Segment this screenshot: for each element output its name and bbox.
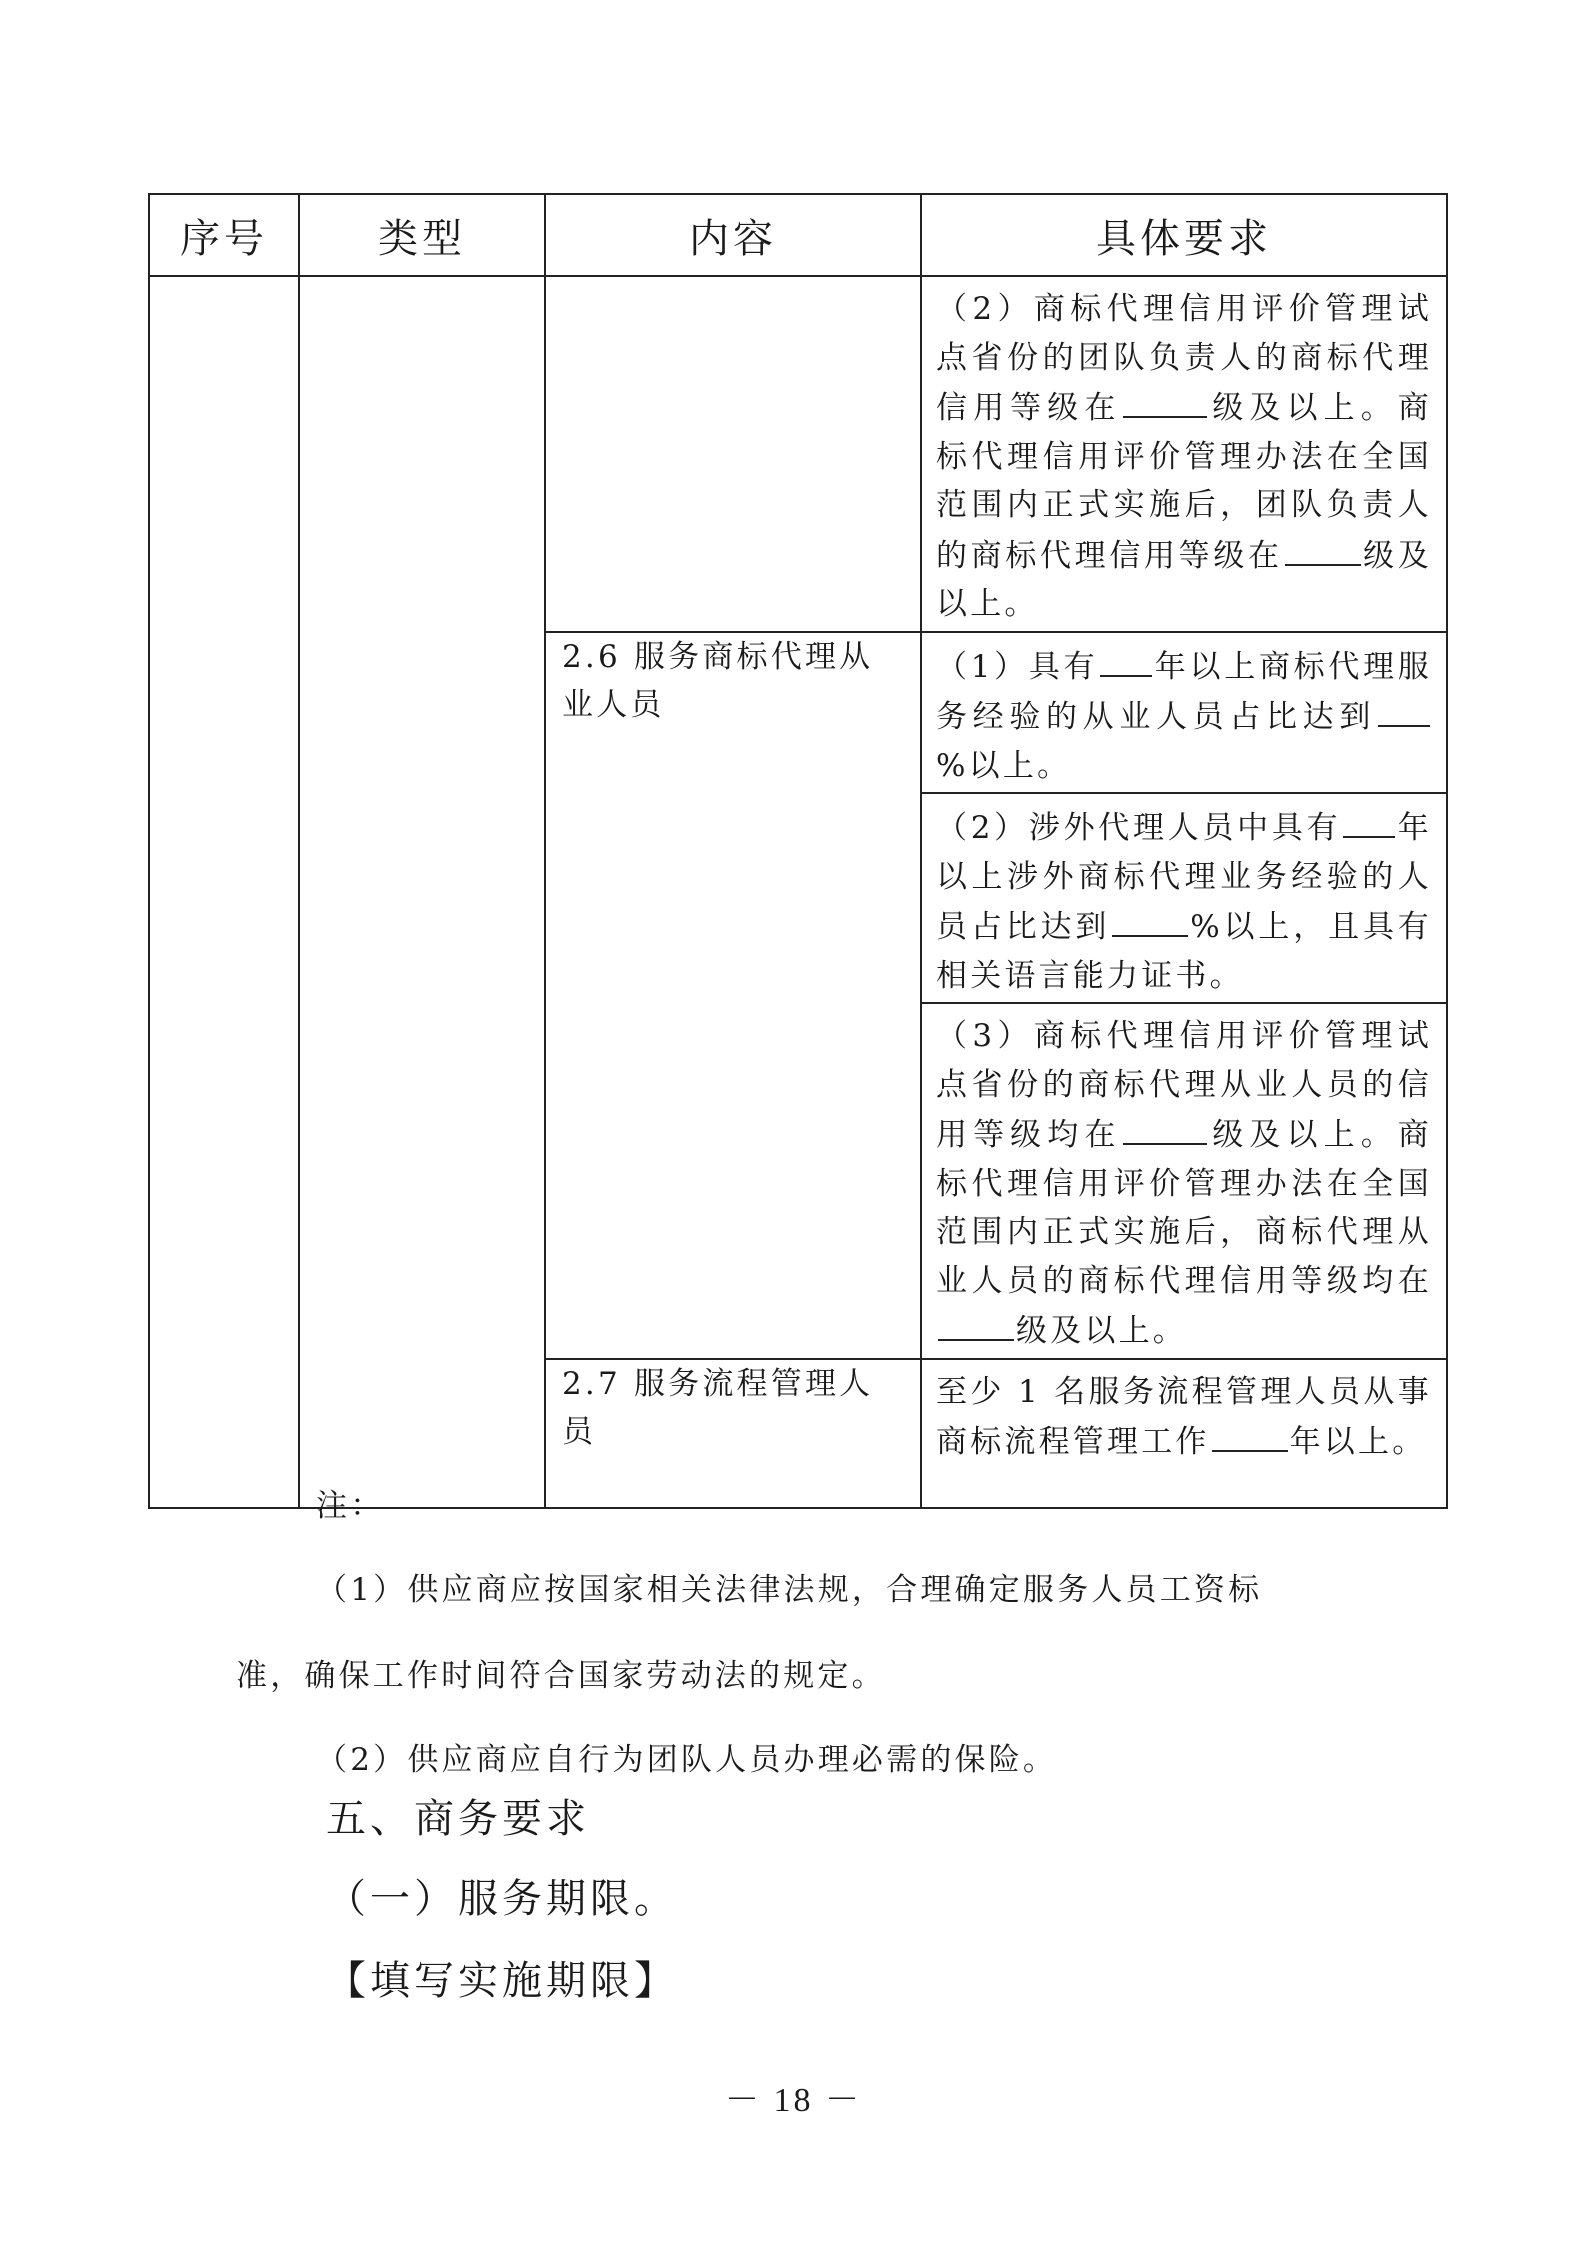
fill-blank (1212, 1416, 1288, 1452)
note-item-2: （2）供应商应自行为团队人员办理必需的保险。 (316, 1742, 1058, 1778)
content-cell (545, 632, 921, 1359)
content-cell (545, 1359, 921, 1508)
content-cell (545, 276, 921, 632)
requirement-cell (921, 276, 1447, 632)
subsection-heading: （一）服务期限。 (326, 1876, 678, 1922)
fill-blank (1378, 691, 1430, 727)
page-number: － 18 － (725, 2082, 862, 2119)
requirement-text: （3）商标代理信用评价管理试点省份的商标代理从业人员的信用等级均在 级及以上。商标代理信用评价管理办法在全国范围内正式实施后，商标代理从业人员的商标代理信用等级均在级及以上。 (936, 1018, 1432, 1349)
header-index: 序号 (149, 194, 299, 276)
note-item-1: （1）供应商应按国家相关法律法规，合理确定服务人员工资标 (316, 1572, 1263, 1608)
fill-blank (1112, 901, 1188, 937)
requirement-cell (921, 1359, 1447, 1508)
requirement-text: 至少 1 名服务流程管理人员从事商标流程管理工作 年以上。 (936, 1373, 1432, 1460)
section-heading: 五、商务要求 (326, 1796, 590, 1842)
content-label: 2.7 服务流程管理人员 (562, 1365, 874, 1450)
note-item-1-continued: 准，确保工作时间符合国家劳动法的规定。 (236, 1658, 886, 1694)
fill-blank (1123, 382, 1207, 418)
header-requirements: 具体要求 (921, 194, 1447, 276)
content-label: 2.6 服务商标代理从业人员 (562, 638, 874, 723)
requirement-cell (921, 793, 1447, 1003)
fill-blank (1100, 641, 1152, 677)
requirement-cell (921, 632, 1447, 794)
note-label: 注： (316, 1488, 385, 1524)
fill-placeholder: 【填写实施期限】 (326, 1958, 678, 2004)
requirement-cell (921, 1003, 1447, 1359)
requirement-text: （2）商标代理信用评价管理试点省份的团队负责人的商标代理信用等级在 级及以上。商标代理信用评价管理办法在全国范围内正式实施后，团队负责人的商标代理信用等级在 级及以上。 (936, 291, 1433, 622)
requirement-text: （1）具有 年以上商标代理服务经验的从业人员占比达到%以上。 (922, 633, 1446, 793)
header-content: 内容 (545, 194, 921, 276)
fill-blank (1285, 530, 1361, 566)
header-type: 类型 (299, 194, 545, 276)
fill-blank (938, 1305, 1014, 1341)
index-cell (149, 276, 299, 1508)
requirements-table (148, 193, 1448, 1509)
requirement-text: （2）涉外代理人员中具有 年以上涉外商标代理业务经验的人员占比达到 %以上，且具有相关语言能力证书。 (922, 794, 1446, 1002)
table-header-row (149, 194, 1447, 276)
table-row (149, 276, 1447, 632)
fill-blank (1123, 1109, 1207, 1145)
fill-blank (1343, 802, 1395, 838)
type-cell (299, 276, 545, 1508)
